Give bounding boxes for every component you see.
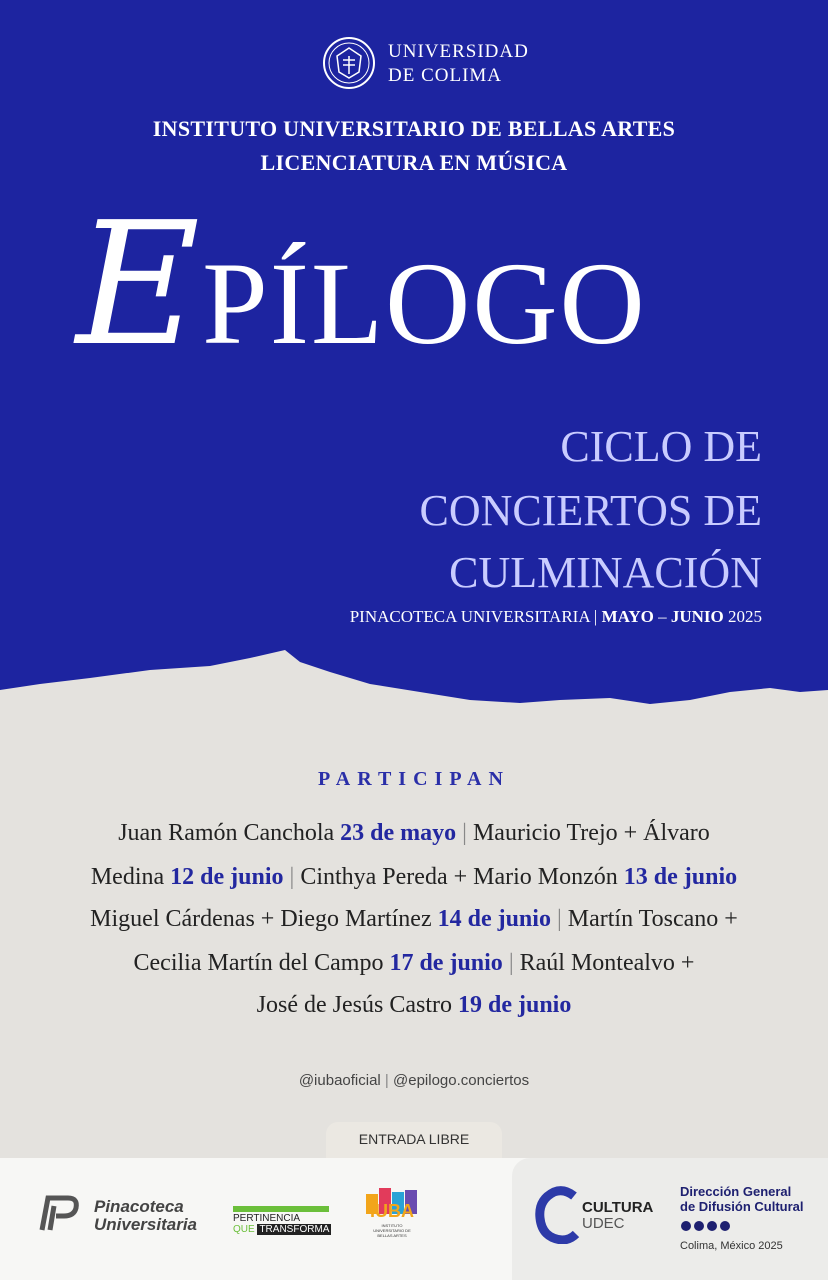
cultura-c-icon	[534, 1186, 580, 1244]
pertinencia-logo	[233, 1206, 331, 1235]
participant-names: José de Jesús Castro	[256, 992, 458, 1018]
participants-line	[0, 992, 828, 1019]
participant-names: Martín Toscano +	[567, 906, 738, 932]
cultura-label: CULTURA	[582, 1199, 654, 1216]
pertinencia-bar	[233, 1206, 329, 1212]
social-handle-epilogo[interactable]: @epilogo.conciertos	[393, 1072, 530, 1089]
iuba-wordmark: IUBA	[370, 1201, 414, 1221]
participants-line	[0, 906, 828, 933]
participant-names: Medina	[90, 864, 171, 890]
free-entry-badge: ENTRADA LIBRE	[326, 1122, 502, 1158]
venue-year: 2025	[728, 607, 762, 626]
separator: |	[456, 820, 473, 846]
concert-date: 12 de junio	[170, 864, 284, 890]
participants-heading: PARTICIPAN	[318, 768, 510, 790]
venue-dates	[350, 607, 762, 627]
institute-name: INSTITUTO UNIVERSITARIO DE BELLAS ARTES	[152, 116, 676, 141]
pinacoteca-line2: Universitaria	[94, 1215, 197, 1234]
participants-line	[0, 864, 828, 891]
difusion-line2: de Difusión Cultural	[680, 1199, 804, 1214]
separator: |	[283, 864, 301, 890]
venue-dash: –	[658, 607, 667, 626]
pertinencia-line2	[233, 1224, 331, 1235]
footer-location: Colima, México 2025	[680, 1240, 783, 1252]
event-title-rest: PÍLOGO	[202, 238, 647, 369]
university-name	[388, 40, 529, 88]
event-title	[76, 186, 647, 389]
cycle-line2: CONCIERTOS DE	[419, 486, 762, 535]
cultura-udec	[582, 1200, 653, 1232]
difusion-cultural	[680, 1184, 804, 1214]
pinacoteca-line1: Pinacoteca	[94, 1197, 184, 1216]
university-seal-icon	[322, 36, 376, 90]
cycle-line3: CULMINACIÓN	[449, 548, 762, 597]
university-name-line1: UNIVERSIDAD	[388, 41, 529, 62]
participants-line	[0, 820, 828, 847]
separator: |	[550, 906, 568, 932]
participants-line	[0, 950, 828, 977]
venue-month1: MAYO	[601, 607, 654, 626]
separator: |	[502, 950, 520, 976]
iuba-logo	[366, 1188, 418, 1238]
concert-date: 13 de junio	[623, 864, 738, 890]
participant-names: Juan Ramón Canchola	[118, 820, 341, 846]
degree-name: LICENCIATURA EN MÚSICA	[260, 150, 568, 175]
university-name-line2: DE COLIMA	[388, 65, 503, 86]
facebook-icon	[681, 1221, 691, 1231]
iuba-subtitle: INSTITUTO UNIVERSITARIO DE BELLAS ARTES	[373, 1223, 411, 1238]
participant-names: Cecilia Martín del Campo	[133, 950, 390, 976]
cycle-line1: CICLO DE	[560, 422, 762, 471]
venue-place: PINACOTECA UNIVERSITARIA	[349, 607, 590, 626]
event-title-initial: E	[76, 186, 203, 384]
pinacoteca-logo-icon	[38, 1194, 84, 1234]
participant-names: Miguel Cárdenas + Diego Martínez	[90, 906, 438, 932]
venue-month2: JUNIO	[670, 607, 724, 626]
concert-date: 17 de junio	[389, 950, 503, 976]
social-handles	[0, 1072, 828, 1089]
social-separator: |	[380, 1072, 389, 1089]
concert-date: 14 de junio	[437, 906, 551, 932]
instagram-icon	[694, 1221, 704, 1231]
participant-names: Raúl Montealvo +	[519, 950, 695, 976]
concert-date: 23 de mayo	[340, 820, 457, 846]
udec-label: UDEC	[582, 1215, 625, 1232]
twitter-icon	[707, 1221, 717, 1231]
participant-names: Mauricio Trejo + Álvaro	[472, 820, 710, 846]
pertinencia-line1: PERTINENCIA	[233, 1213, 301, 1224]
difusion-line1: Dirección General	[680, 1184, 792, 1199]
youtube-icon	[720, 1221, 730, 1231]
venue-separator: |	[593, 607, 598, 626]
pertinencia-que: QUE	[233, 1224, 255, 1235]
pinacoteca-name	[94, 1198, 197, 1234]
pertinencia-transforma: TRANSFORMA	[259, 1224, 330, 1235]
participant-names: Cinthya Pereda + Mario Monzón	[300, 864, 624, 890]
social-handle-iuba[interactable]: @iubaoficial	[298, 1072, 381, 1089]
social-media-icons	[680, 1220, 740, 1232]
concert-date: 19 de junio	[457, 992, 572, 1018]
